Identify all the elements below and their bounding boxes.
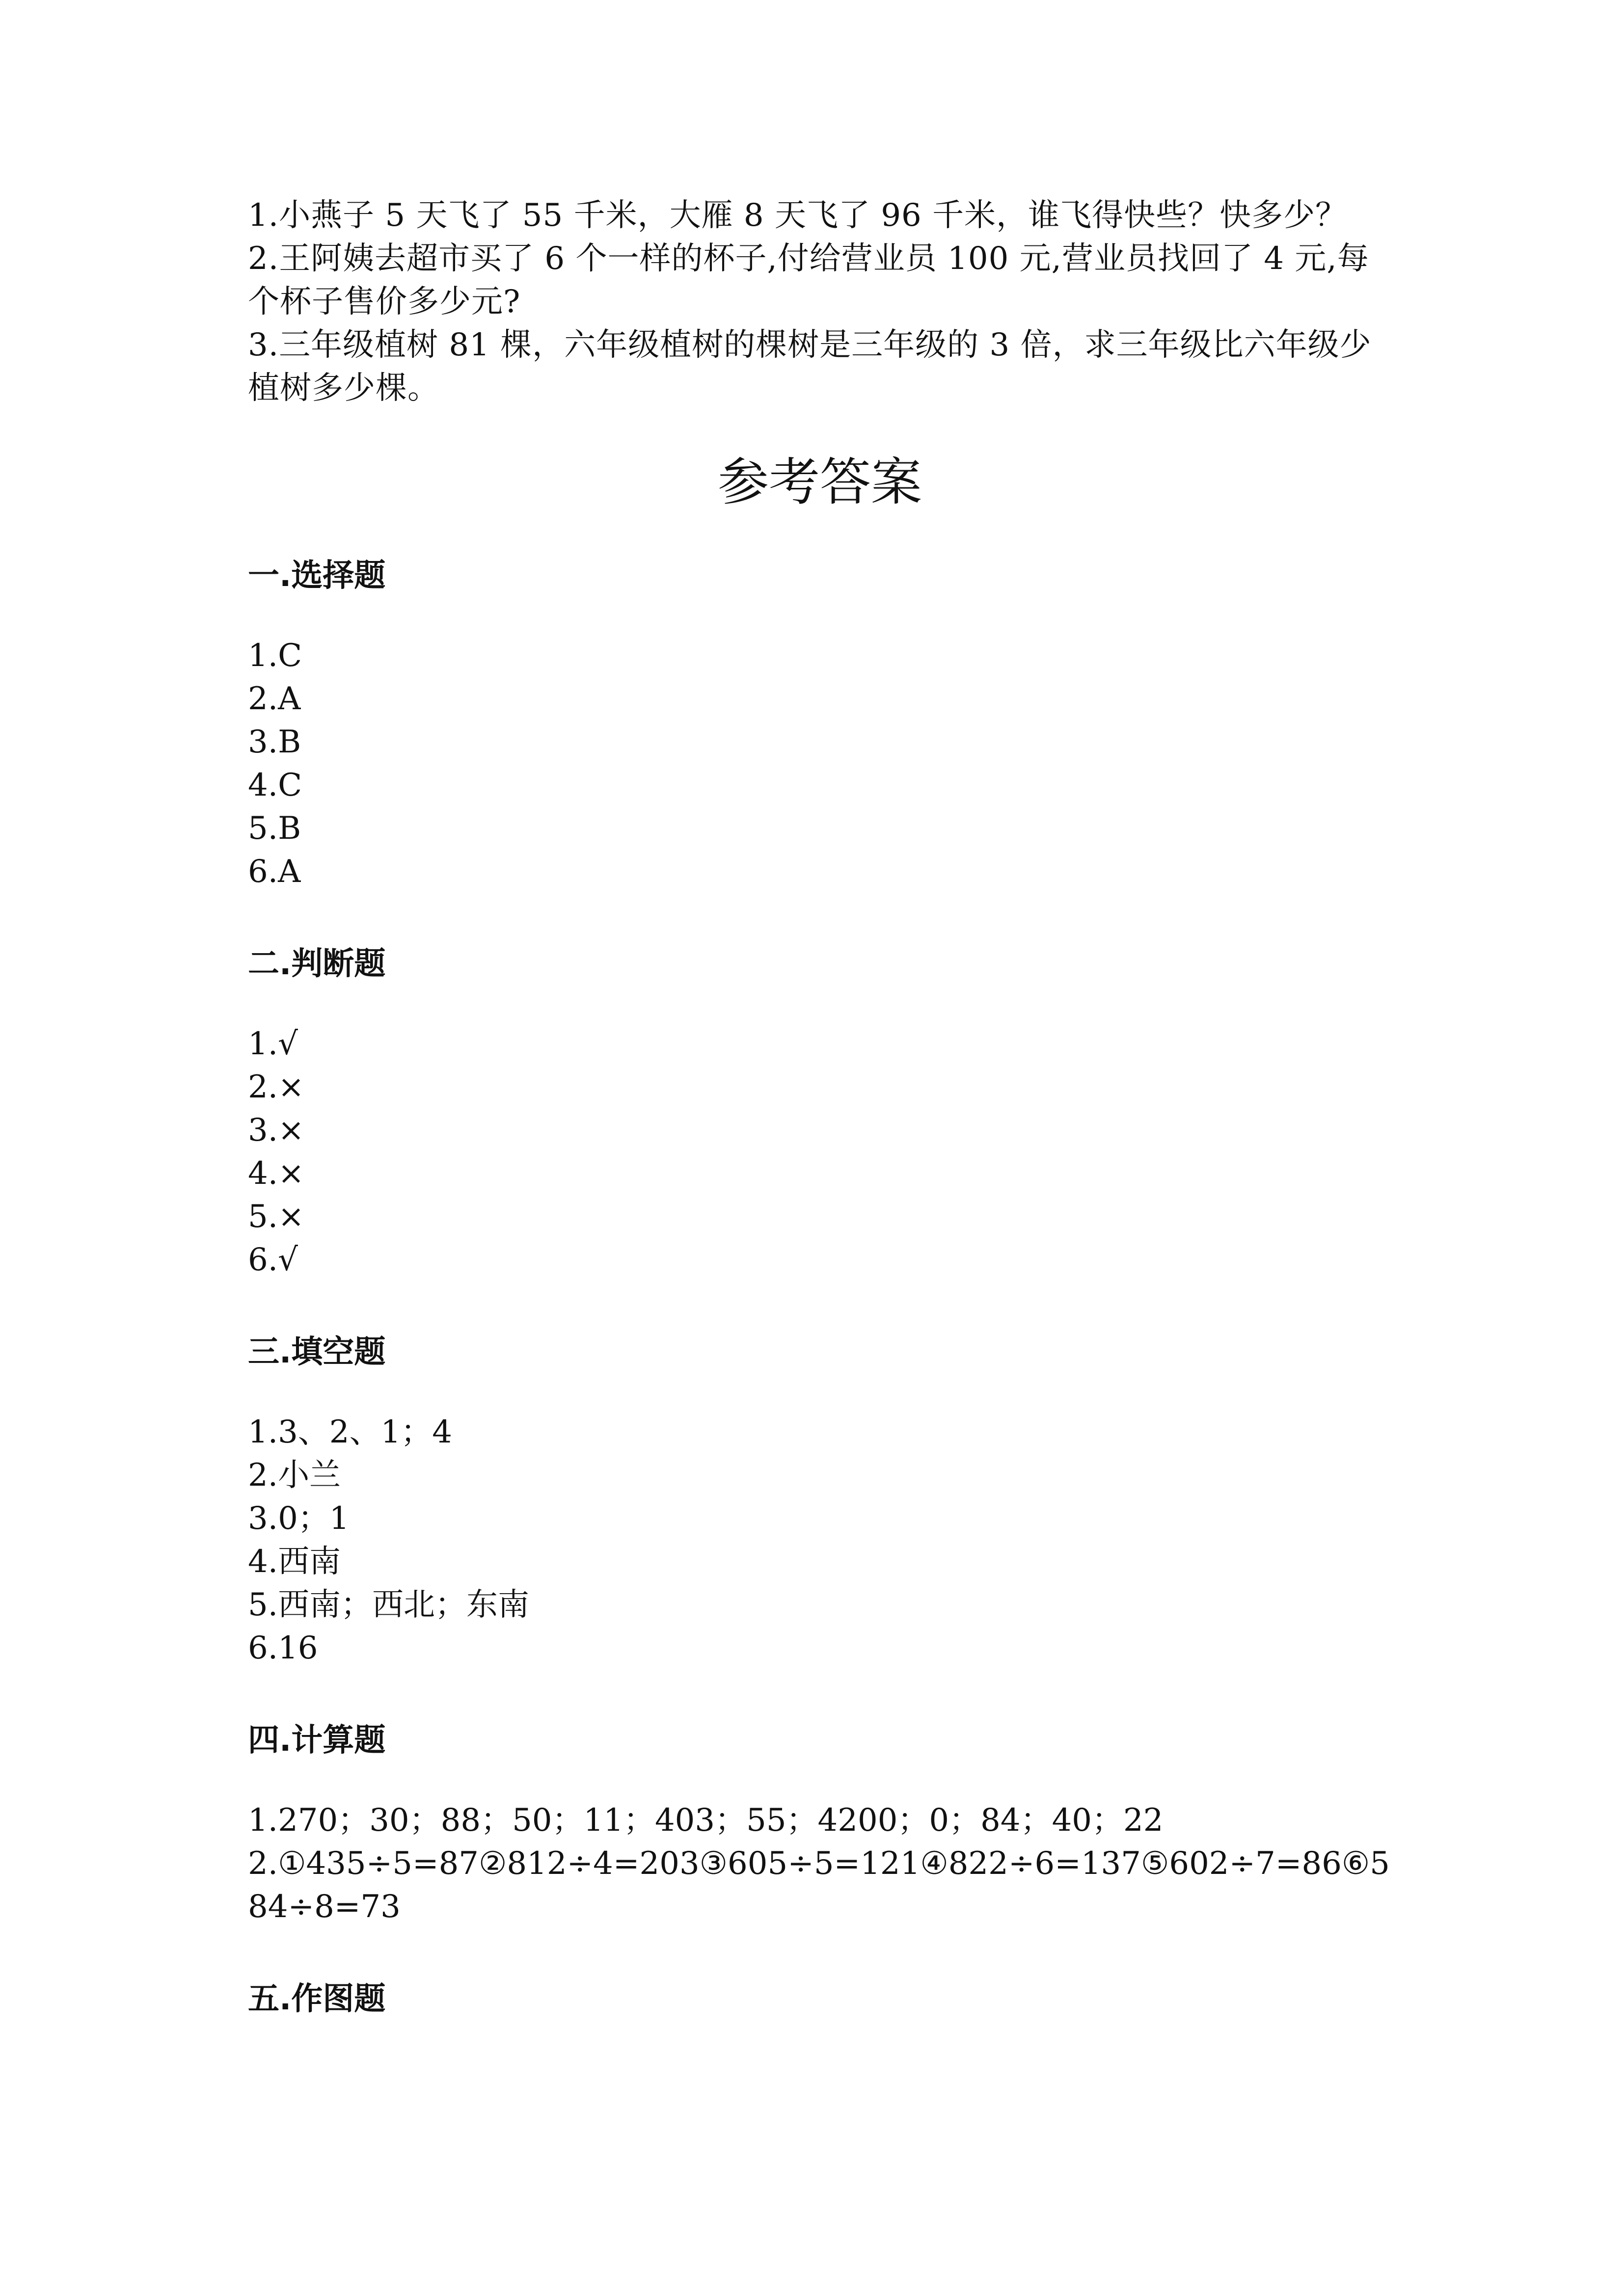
section-heading: 二.判断题 bbox=[248, 946, 386, 982]
answer-item: 3.B bbox=[248, 724, 301, 760]
section-choice bbox=[248, 554, 1392, 893]
problem-item: 2.王阿姨去超市买了 6 个一样的杯子,付给营业员 100 元,营业员找回了 4 元,每个杯子售价多少元? bbox=[248, 240, 1369, 320]
answer-item: 3.× bbox=[248, 1112, 304, 1148]
answer-item: 2.小兰 bbox=[248, 1457, 341, 1494]
answer-item: 1.270；30；88；50；11；403；55；4200；0；84；40；22 bbox=[248, 1802, 1164, 1839]
answer-item: 5.× bbox=[248, 1199, 304, 1235]
answer-item: 4.C bbox=[248, 767, 302, 803]
answer-item: 5.西南；西北；东南 bbox=[248, 1587, 530, 1623]
section-draw bbox=[248, 1977, 1392, 2021]
word-problems bbox=[248, 194, 1392, 410]
section-calc bbox=[248, 1719, 1392, 1928]
answer-item: 2.× bbox=[248, 1069, 304, 1105]
section-heading: 四.计算题 bbox=[248, 1722, 386, 1759]
answer-item: 6.A bbox=[248, 854, 301, 890]
section-heading: 一.选择题 bbox=[248, 558, 386, 594]
problem-item: 1.小燕子 5 天飞了 55 千米，大雁 8 天飞了 96 千米，谁飞得快些？快多少？ bbox=[248, 197, 1348, 234]
answer-item: 4.西南 bbox=[248, 1544, 341, 1580]
answer-key-title: 参考答案 bbox=[717, 452, 922, 512]
section-heading: 五.作图题 bbox=[248, 1981, 386, 2017]
answer-item: 5.B bbox=[248, 810, 301, 847]
answer-item: 1.3、2、1；4 bbox=[248, 1414, 452, 1450]
section-heading: 三.填空题 bbox=[248, 1334, 386, 1370]
section-judge bbox=[248, 942, 1392, 1281]
answer-item: 1.√ bbox=[248, 1026, 298, 1062]
answer-item: 2.A bbox=[248, 681, 301, 717]
answer-item: 4.× bbox=[248, 1155, 304, 1192]
answer-item: 3.0；1 bbox=[248, 1500, 350, 1537]
answer-item: 6.√ bbox=[248, 1242, 298, 1278]
answer-item: 2.①435÷5=87②812÷4=203③605÷5=121④822÷6=137⑤602÷7=86⑥584÷8=73 bbox=[248, 1845, 1390, 1925]
answer-item: 1.C bbox=[248, 638, 302, 674]
answer-item: 6.16 bbox=[248, 1630, 318, 1666]
section-fill bbox=[248, 1331, 1392, 1670]
problem-item: 3.三年级植树 81 棵，六年级植树的棵树是三年级的 3 倍，求三年级比六年级少植树多少棵。 bbox=[248, 327, 1372, 406]
document-page bbox=[248, 194, 1392, 2057]
